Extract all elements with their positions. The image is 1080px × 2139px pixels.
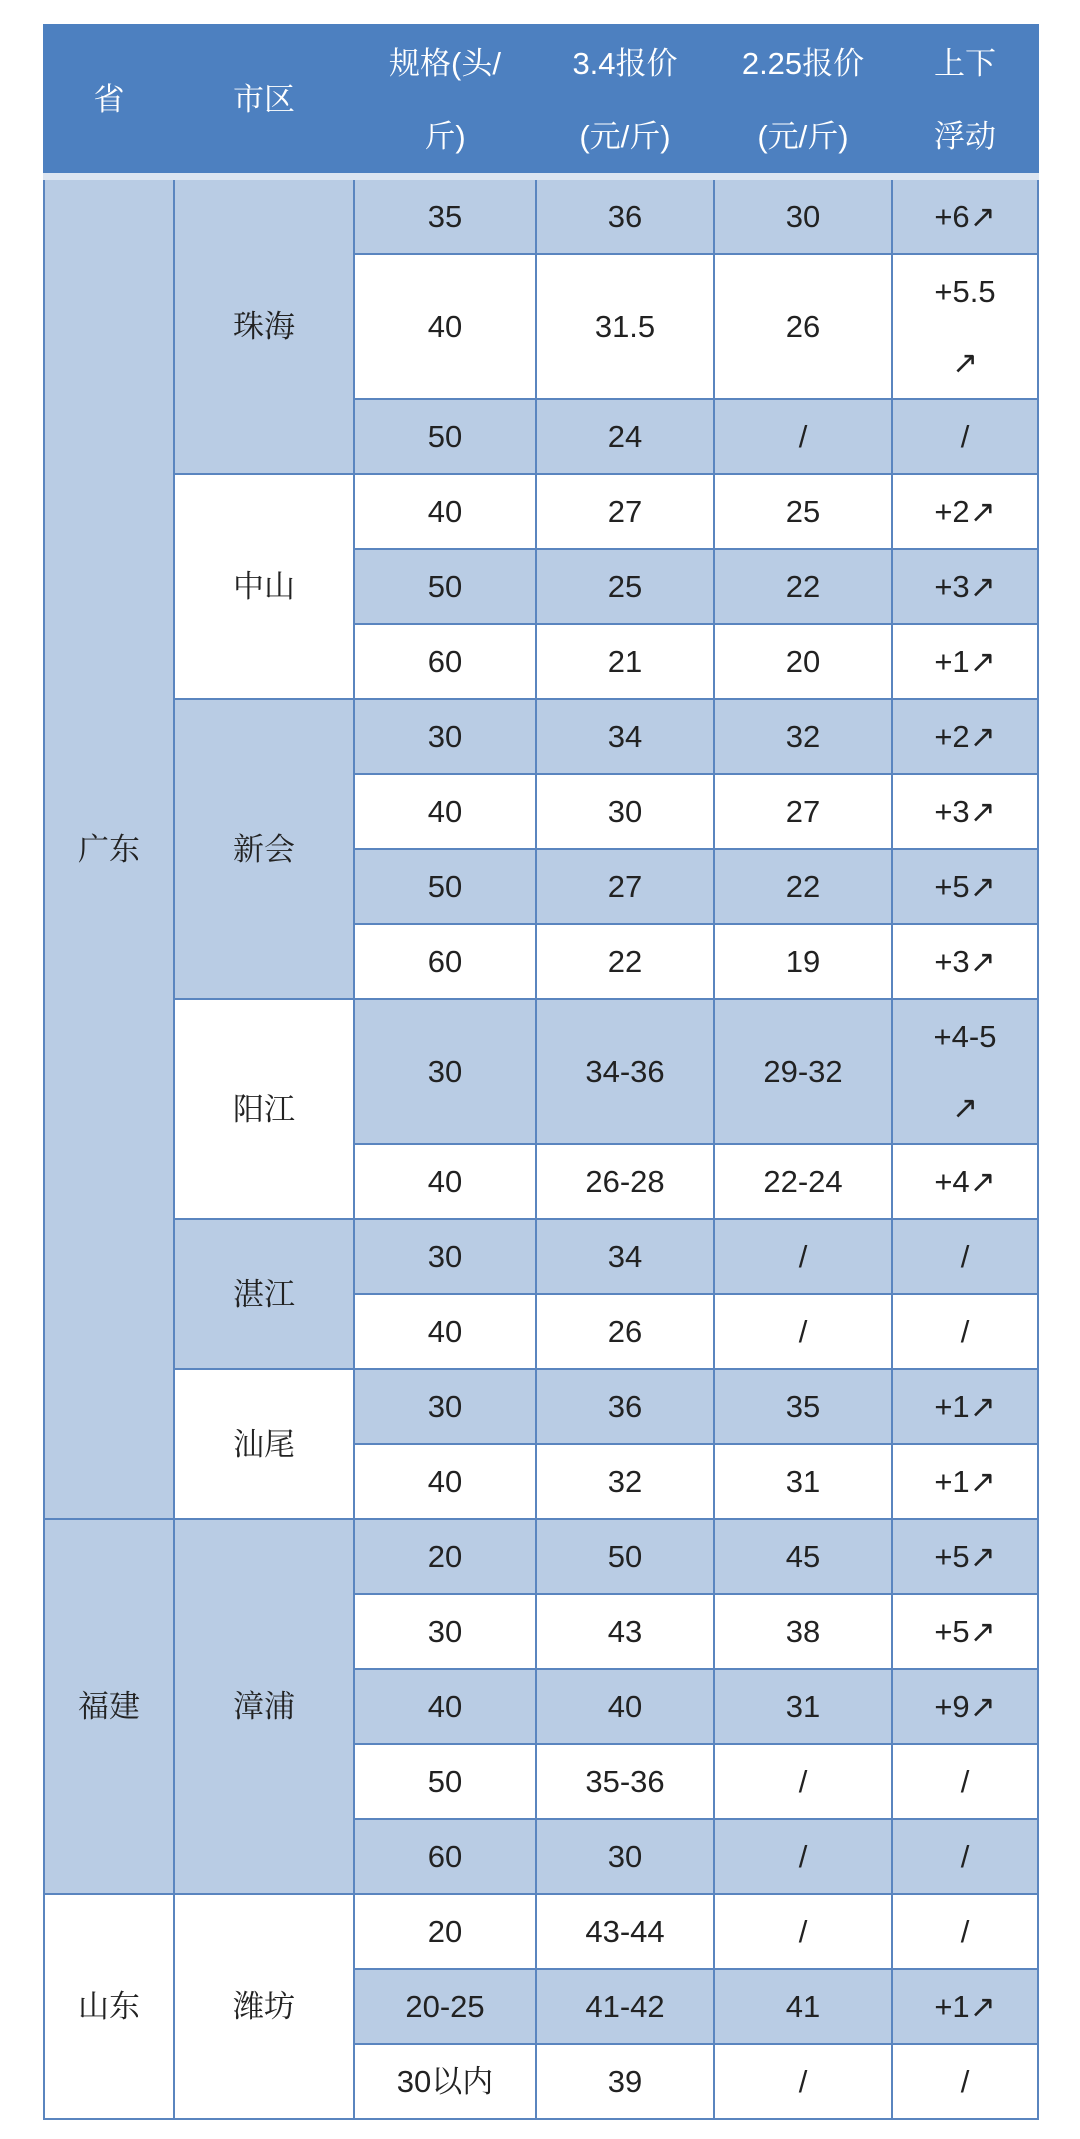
change-value: +9↗ [934, 1689, 996, 1724]
change-cell [892, 699, 1038, 774]
change-value: / [960, 1314, 970, 1349]
table-body [44, 177, 1038, 2120]
price-new-cell: 43-44 [536, 1894, 714, 1969]
change-cell [892, 1819, 1038, 1894]
spec-cell: 35 [354, 177, 536, 255]
price-old-cell: / [714, 2044, 892, 2119]
change-value: +5↗ [934, 1614, 996, 1649]
header-price-old: 2.25报价 (元/斤) [714, 25, 892, 177]
change-cell [892, 549, 1038, 624]
change-value: +2↗ [934, 494, 996, 529]
change-value: +4-5 [933, 1018, 997, 1054]
table-row [44, 1894, 1038, 1969]
price-table [43, 24, 1039, 2120]
city-cell: 漳浦 [174, 1519, 354, 1894]
spec-cell: 20-25 [354, 1969, 536, 2044]
spec-cell: 40 [354, 1144, 536, 1219]
change-cell [892, 177, 1038, 255]
spec-cell: 30 [354, 699, 536, 774]
change-cell [892, 849, 1038, 924]
spec-cell: 40 [354, 474, 536, 549]
price-old-cell: 31 [714, 1669, 892, 1744]
change-cell [892, 924, 1038, 999]
change-value: +5.5 [934, 273, 996, 309]
table-row [44, 1369, 1038, 1444]
spec-cell: 60 [354, 1819, 536, 1894]
price-old-cell: 41 [714, 1969, 892, 2044]
price-old-cell: 38 [714, 1594, 892, 1669]
table-row [44, 699, 1038, 774]
change-cell [892, 474, 1038, 549]
change-value: +1↗ [934, 1989, 996, 2024]
price-old-cell: 22-24 [714, 1144, 892, 1219]
header-price-new: 3.4报价 (元/斤) [536, 25, 714, 177]
price-old-cell: 19 [714, 924, 892, 999]
price-new-cell: 27 [536, 849, 714, 924]
table-row [44, 177, 1038, 255]
change-cell [892, 774, 1038, 849]
change-value: +1↗ [934, 644, 996, 679]
change-value: +5↗ [934, 869, 996, 904]
change-cell [892, 1444, 1038, 1519]
spec-cell: 50 [354, 399, 536, 474]
change-cell [892, 1894, 1038, 1969]
arrow-up-right-icon: ↗ [952, 1089, 978, 1125]
price-old-cell: 22 [714, 849, 892, 924]
header-row [44, 25, 1038, 177]
price-new-cell: 34 [536, 699, 714, 774]
change-cell [892, 1969, 1038, 2044]
price-new-cell: 22 [536, 924, 714, 999]
spec-cell: 50 [354, 1744, 536, 1819]
table-row [44, 1219, 1038, 1294]
price-old-cell: 32 [714, 699, 892, 774]
spec-cell: 40 [354, 1669, 536, 1744]
table-row [44, 999, 1038, 1144]
price-new-cell: 21 [536, 624, 714, 699]
change-cell [892, 1519, 1038, 1594]
city-cell: 新会 [174, 699, 354, 999]
price-old-cell: 22 [714, 549, 892, 624]
price-new-cell: 40 [536, 1669, 714, 1744]
header-spec: 规格(头/ 斤) [354, 25, 536, 177]
price-old-cell: 45 [714, 1519, 892, 1594]
spec-cell: 40 [354, 774, 536, 849]
change-value: +1↗ [934, 1464, 996, 1499]
price-old-cell: 29-32 [714, 999, 892, 1144]
province-cell: 山东 [44, 1894, 174, 2119]
price-new-cell: 26 [536, 1294, 714, 1369]
spec-cell: 50 [354, 849, 536, 924]
price-new-cell: 32 [536, 1444, 714, 1519]
price-new-cell: 31.5 [536, 254, 714, 399]
spec-cell: 40 [354, 254, 536, 399]
price-old-cell: 31 [714, 1444, 892, 1519]
change-value: +6↗ [934, 199, 996, 234]
price-old-cell: 25 [714, 474, 892, 549]
price-new-cell: 39 [536, 2044, 714, 2119]
price-new-cell: 34 [536, 1219, 714, 1294]
spec-cell: 40 [354, 1294, 536, 1369]
spec-cell: 60 [354, 924, 536, 999]
table-header [44, 25, 1038, 177]
price-new-cell: 27 [536, 474, 714, 549]
change-value: +2↗ [934, 719, 996, 754]
city-cell: 珠海 [174, 177, 354, 475]
change-value: / [960, 1914, 970, 1949]
change-cell [892, 1594, 1038, 1669]
change-value: +1↗ [934, 1389, 996, 1424]
spec-cell: 20 [354, 1519, 536, 1594]
province-cell: 广东 [44, 177, 174, 1520]
city-cell: 潍坊 [174, 1894, 354, 2119]
price-old-cell: 35 [714, 1369, 892, 1444]
spec-cell: 40 [354, 1444, 536, 1519]
change-cell [892, 1294, 1038, 1369]
change-value: / [960, 2064, 970, 2099]
price-old-cell: / [714, 1819, 892, 1894]
change-cell [892, 1669, 1038, 1744]
price-old-cell: / [714, 1744, 892, 1819]
price-old-cell: 30 [714, 177, 892, 255]
change-value: / [960, 419, 970, 454]
price-old-cell: 26 [714, 254, 892, 399]
change-value: / [960, 1839, 970, 1874]
change-value: / [960, 1764, 970, 1799]
change-value: +4↗ [934, 1164, 996, 1199]
price-old-cell: 20 [714, 624, 892, 699]
price-new-cell: 30 [536, 1819, 714, 1894]
change-cell [892, 2044, 1038, 2119]
city-cell: 中山 [174, 474, 354, 699]
change-cell [892, 999, 1038, 1144]
city-cell: 汕尾 [174, 1369, 354, 1519]
header-change: 上下 浮动 [892, 25, 1038, 177]
price-new-cell: 50 [536, 1519, 714, 1594]
price-old-cell: / [714, 399, 892, 474]
price-new-cell: 26-28 [536, 1144, 714, 1219]
spec-cell: 20 [354, 1894, 536, 1969]
table-row [44, 474, 1038, 549]
change-value: +3↗ [934, 944, 996, 979]
price-old-cell: / [714, 1294, 892, 1369]
table-row [44, 1519, 1038, 1594]
price-old-cell: / [714, 1219, 892, 1294]
city-cell: 阳江 [174, 999, 354, 1219]
price-new-cell: 36 [536, 1369, 714, 1444]
spec-cell: 30以内 [354, 2044, 536, 2119]
change-value: +5↗ [934, 1539, 996, 1574]
change-cell [892, 399, 1038, 474]
price-new-cell: 43 [536, 1594, 714, 1669]
price-new-cell: 36 [536, 177, 714, 255]
price-new-cell: 35-36 [536, 1744, 714, 1819]
change-cell [892, 1744, 1038, 1819]
spec-cell: 60 [354, 624, 536, 699]
change-cell [892, 254, 1038, 399]
change-value: +3↗ [934, 794, 996, 829]
price-new-cell: 25 [536, 549, 714, 624]
price-new-cell: 30 [536, 774, 714, 849]
city-cell: 湛江 [174, 1219, 354, 1369]
spec-cell: 30 [354, 999, 536, 1144]
province-cell: 福建 [44, 1519, 174, 1894]
spec-cell: 30 [354, 1219, 536, 1294]
price-new-cell: 34-36 [536, 999, 714, 1144]
price-old-cell: / [714, 1894, 892, 1969]
header-city: 市区 [174, 25, 354, 177]
change-value: +3↗ [934, 569, 996, 604]
arrow-up-right-icon: ↗ [952, 344, 978, 380]
price-old-cell: 27 [714, 774, 892, 849]
change-cell [892, 1144, 1038, 1219]
header-province: 省 [44, 25, 174, 177]
spec-cell: 30 [354, 1369, 536, 1444]
change-cell [892, 1219, 1038, 1294]
spec-cell: 30 [354, 1594, 536, 1669]
change-cell [892, 624, 1038, 699]
change-cell [892, 1369, 1038, 1444]
change-value: / [960, 1239, 970, 1274]
price-new-cell: 24 [536, 399, 714, 474]
price-new-cell: 41-42 [536, 1969, 714, 2044]
spec-cell: 50 [354, 549, 536, 624]
